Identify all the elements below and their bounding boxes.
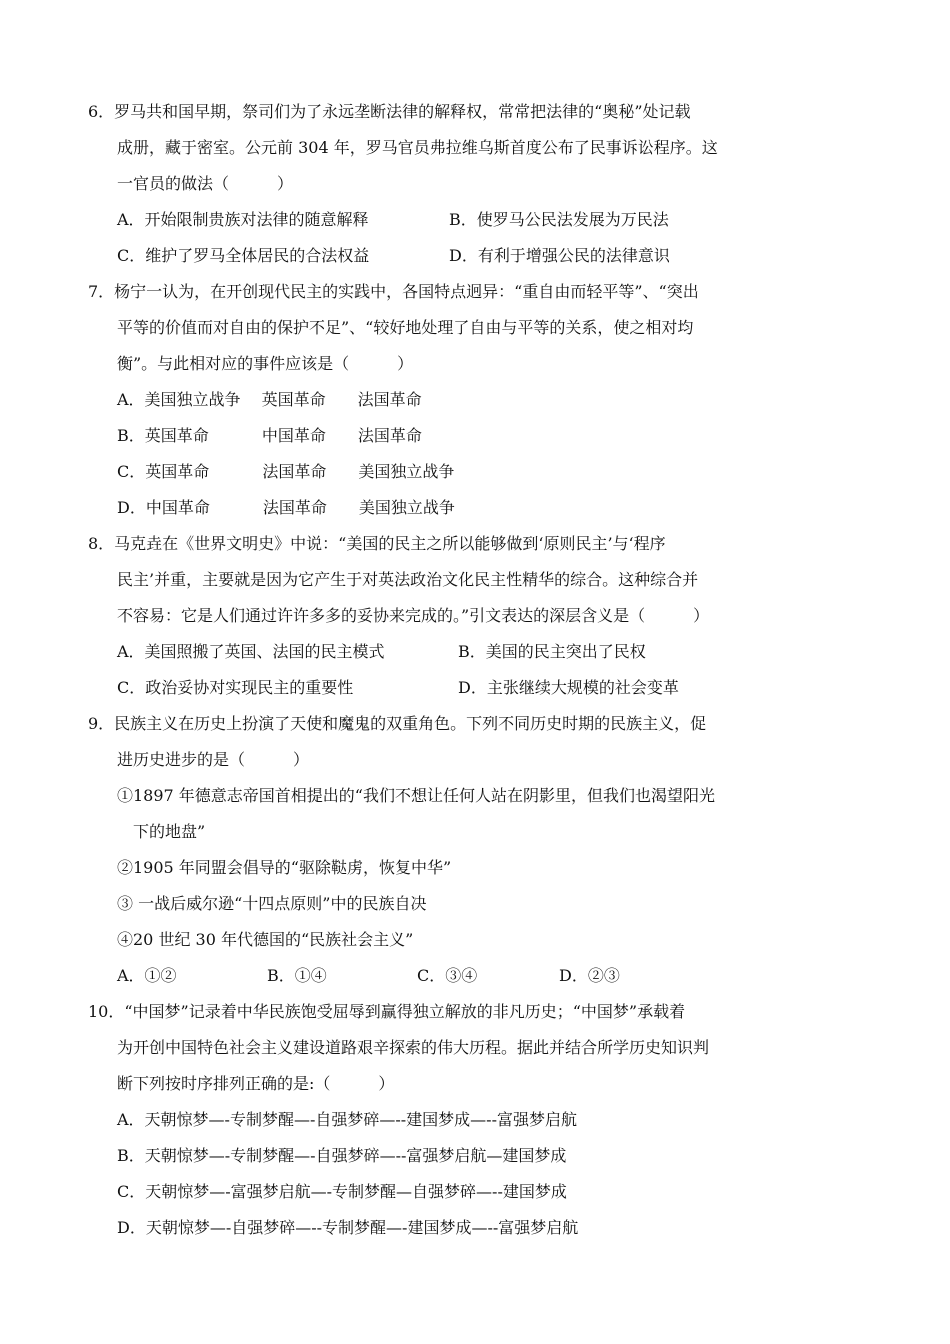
q9-item-2: ②1905 年同盟会倡导的“驱除鞑虏，恢复中华” [117,858,452,877]
q9-option-b: B．①④ [267,966,327,985]
q7-stem-line-2: 平等的价值而对自由的保护不足”、“较好地处理了自由与平等的关系，使之相对均 [117,318,694,337]
q8-stem-line-2: 民主’并重，主要就是因为它产生于对英法政治文化民主性精华的综合。这种综合并 [117,570,699,589]
q10-option-b: B．天朝惊梦—-专制梦醒—-自强梦碎—--富强梦启航—建国梦成 [117,1146,567,1165]
q10-stem-line-1: 10．“中国梦”记录着中华民族饱受屈辱到赢得独立解放的非凡历史；“中国梦”承载着 [88,1002,686,1021]
q10-stem-line-3: 断下列按时序排列正确的是:（ ） [117,1074,395,1093]
q8-option-b: B．美国的民主突出了民权 [458,642,646,661]
q7-option-a: A．美国独立战争 英国革命 法国革命 [117,390,422,409]
q6-option-c: C．维护了罗马全体居民的合法权益 [117,246,370,265]
q6-option-b: B．使罗马公民法发展为万民法 [449,210,669,229]
q9-item-4: ④20 世纪 30 年代德国的“民族社会主义” [117,930,414,949]
q9-option-a: A．①② [117,966,177,985]
q7-option-b: B．英国革命 中国革命 法国革命 [117,426,422,445]
q6-option-d: D．有利于增强公民的法律意识 [449,246,670,265]
q10-option-c: C．天朝惊梦—-富强梦启航—-专制梦醒—自强梦碎—--建国梦成 [117,1182,567,1201]
q8-option-a: A．美国照搬了英国、法国的民主模式 [117,642,385,661]
q7-stem-line-3: 衡”。与此相对应的事件应该是（ ） [117,354,414,373]
q8-option-c: C．政治妥协对实现民主的重要性 [117,678,354,697]
q8-option-d: D．主张继续大规模的社会变革 [458,678,679,697]
q7-option-c: C．英国革命 法国革命 美国独立战争 [117,462,455,481]
q8-stem-line-1: 8．马克垚在《世界文明史》中说：“美国的民主之所以能够做到‘原则民主’与‘程序 [88,534,666,553]
q6-stem-line-1: 6．罗马共和国早期，祭司们为了永远垄断法律的解释权，常常把法律的“奥秘”处记载 [88,102,691,121]
q8-stem-line-3: 不容易：它是人们通过许许多多的妥协来完成的。”引文表达的深层含义是（ ） [117,606,710,625]
q10-stem-line-2: 为开创中国特色社会主义建设道路艰辛探索的伟大历程。据此并结合所学历史知识判 [117,1038,710,1057]
q9-stem-line-2: 进历史进步的是（ ） [117,750,310,769]
q9-stem-line-1: 9．民族主义在历史上扮演了天使和魔鬼的双重角色。下列不同历史时期的民族主义，促 [88,714,707,733]
q10-option-a: A．天朝惊梦—-专制梦醒—-自强梦碎—--建国梦成—--富强梦启航 [117,1110,577,1129]
q6-stem-line-3: 一官员的做法（ ） [117,174,294,193]
q9-item-3: ③ 一战后威尔逊“十四点原则”中的民族自决 [117,894,427,913]
q6-stem-line-2: 成册，藏于密室。公元前 304 年，罗马官员弗拉维乌斯首度公布了民事诉讼程序。这 [117,138,718,157]
q9-option-d: D．②③ [559,966,620,985]
q10-option-d: D．天朝惊梦—-自强梦碎—--专制梦醒—-建国梦成—--富强梦启航 [117,1218,579,1237]
q7-stem-line-1: 7．杨宁一认为，在开创现代民主的实践中，各国特点迥异：“重自由而轻平等”、“突出 [88,282,699,301]
q9-option-c: C．③④ [417,966,478,985]
q9-item-1: ①1897 年德意志帝国首相提出的“我们不想让任何人站在阴影里，但我们也渴望阳光 [117,786,715,805]
q7-option-d: D．中国革命 法国革命 美国独立战争 [117,498,455,517]
q9-item-1-cont: 下的地盘” [117,822,206,841]
q6-option-a: A．开始限制贵族对法律的随意解释 [117,210,369,229]
